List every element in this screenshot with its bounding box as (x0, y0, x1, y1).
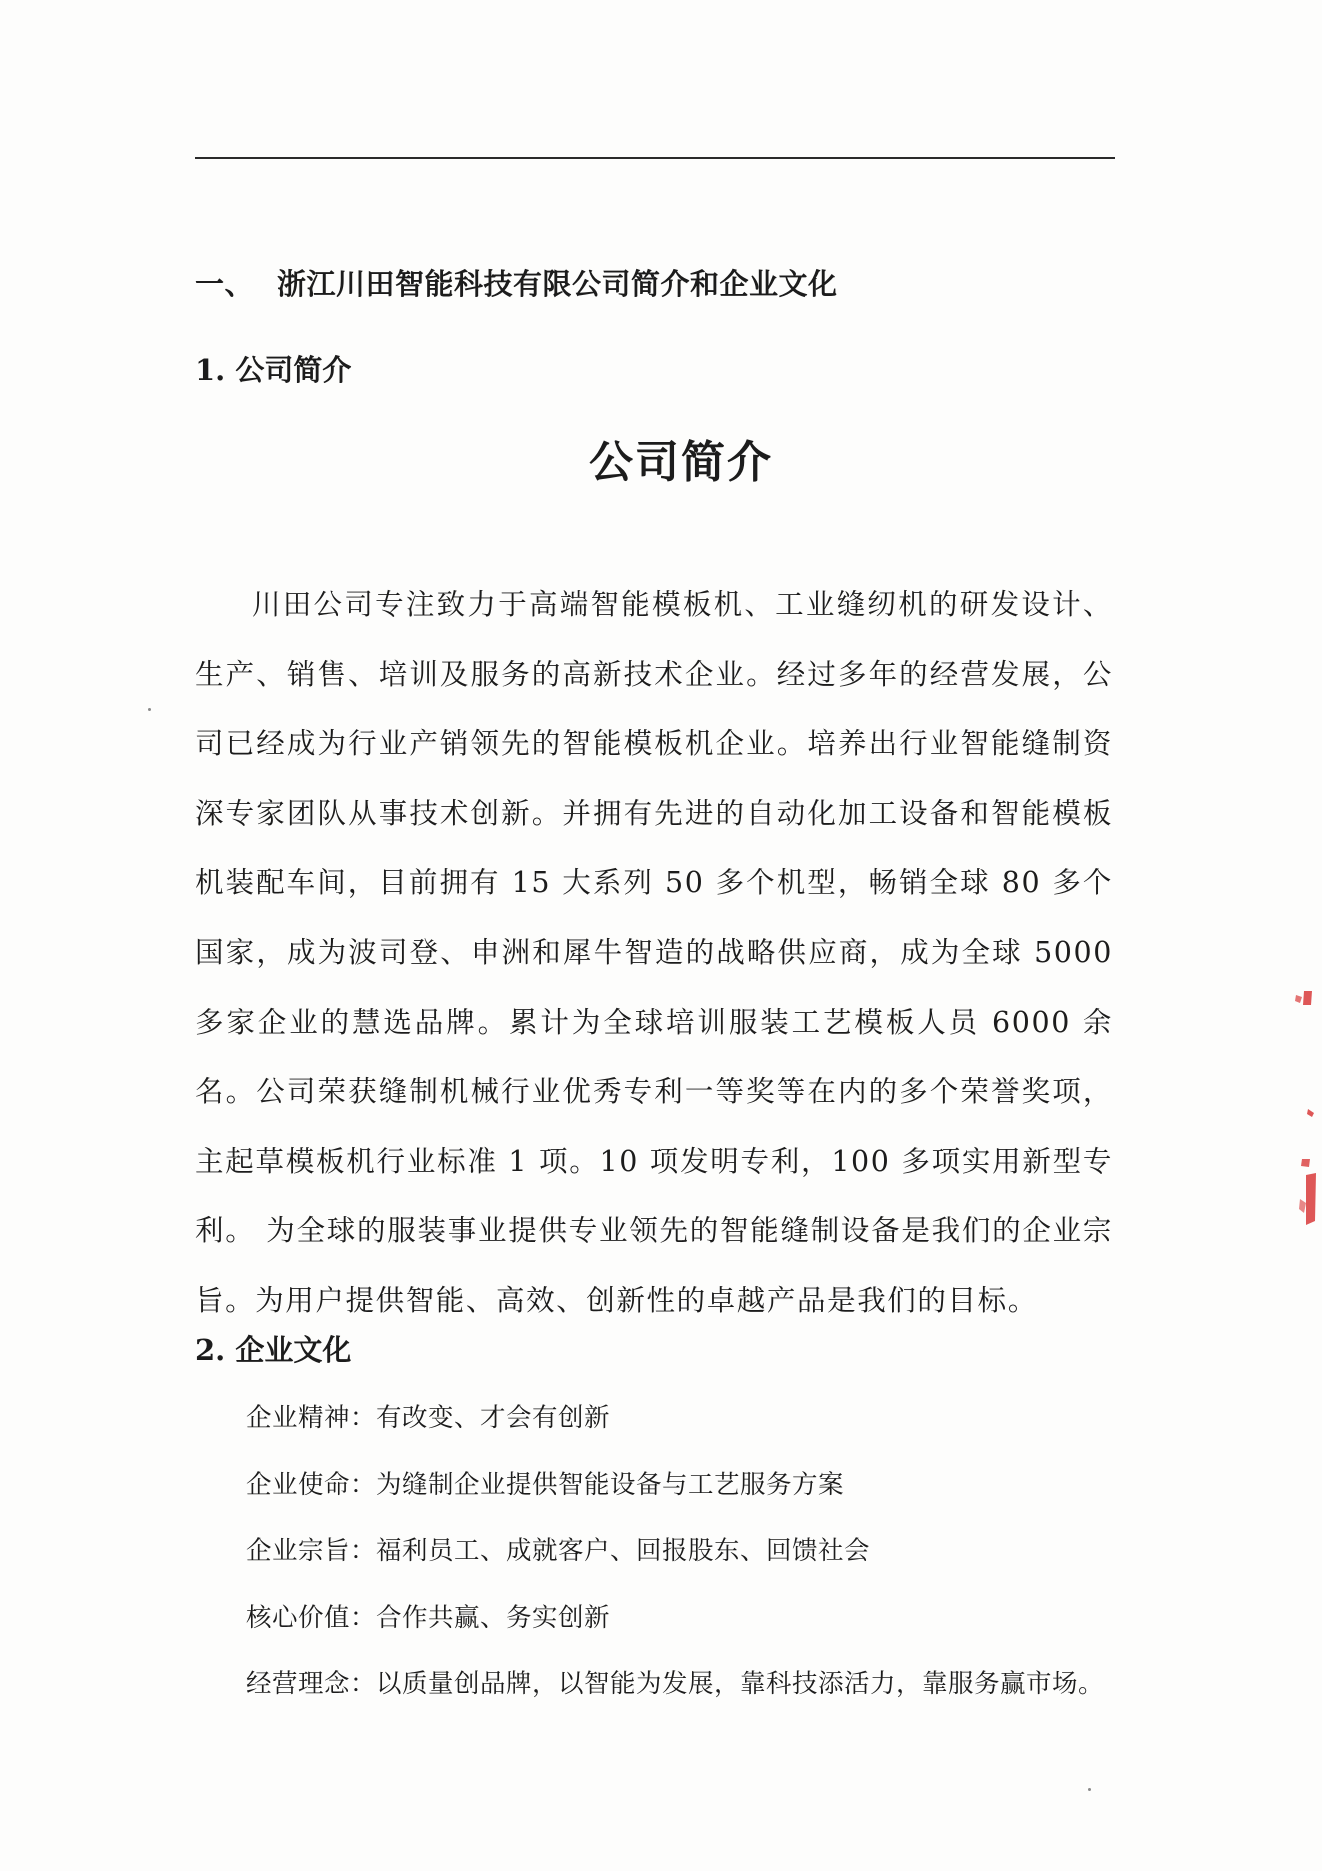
scan-speck (148, 708, 151, 711)
culture-item-mission: 企业使命：为缝制企业提供智能设备与工艺服务方案 (246, 1469, 845, 1500)
culture-list (246, 1385, 1126, 1718)
section-heading (195, 262, 838, 303)
culture-item-philosophy: 经营理念：以质量创品牌，以智能为发展，靠科技添活力，靠服务赢市场。 (246, 1669, 1105, 1699)
intro-paragraph: 川田公司专注致力于高端智能模板机、工业缝纫机的研发设计、生产、销售、培训及服务的高新技术企业。经过多年的经营发展，公司已经成为行业产销领先的智能模板机企业。培养出行业智能缝制资深专家团队从事技术创新。并拥有先进的自动化加工设备和智能模板机装配车间，目前拥有 15 大系列 50 多个机型，畅销全球 80 多个国家，成为波司登、申洲和犀牛智造的战略供应商，成为全球 5000 多家企业的慧选品牌。累计为全球培训服装工艺模板人员 6000 余名。公司荣获缝制机械行业优秀专利一等奖等在内的多个荣誉奖项，主起草模板机行业标准 1 项。10 项发明专利，100 多项实用新型专利。 为全球的服装事业提供专业领先的智能缝制设备是我们的企业宗旨。为用户提供智能、高效、创新性的卓越产品是我们的目标。 (195, 588, 1113, 1317)
culture-item-core-values: 核心价值：合作共赢、务实创新 (246, 1602, 611, 1633)
header-rule (195, 157, 1115, 159)
culture-item-purpose: 企业宗旨：福利员工、成就客户、回报股东、回馈社会 (246, 1536, 871, 1566)
scan-speck (1088, 1788, 1091, 1791)
seal-stamp-edge-icon (1282, 985, 1322, 1245)
section-number: 一、 (195, 267, 255, 301)
subheading-corporate-culture: 2. 企业文化 (195, 1333, 352, 1367)
subheading-company-intro: 1. 公司简介 (195, 353, 352, 387)
culture-item-spirit: 企业精神：有改变、才会有创新 (246, 1403, 611, 1433)
section-title: 浙江川田智能科技有限公司简介和企业文化 (277, 267, 838, 301)
document-title: 公司简介 (589, 437, 773, 488)
